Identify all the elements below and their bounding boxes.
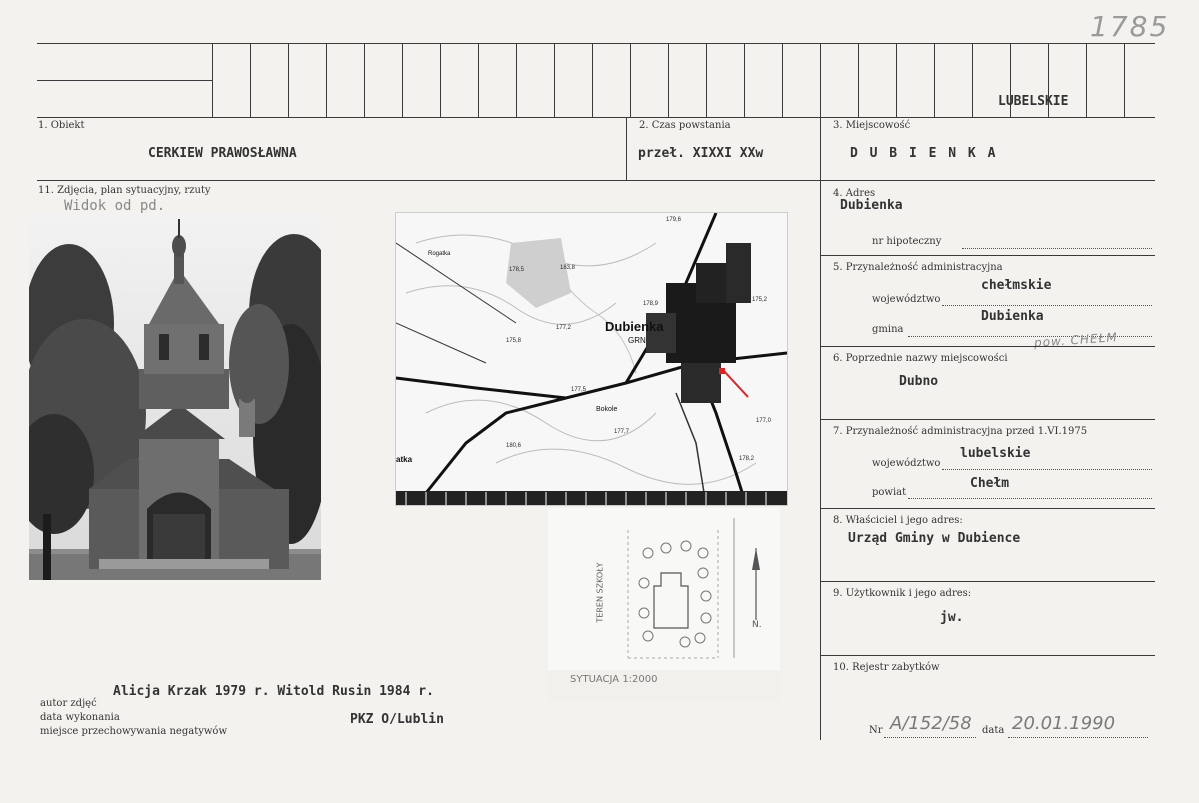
negatives-place-label: miejsce przechowywania negatywów (40, 726, 227, 737)
map-image (396, 213, 787, 505)
prior-powiat-label: powiat (872, 487, 907, 498)
register-date-label: data (982, 725, 1005, 736)
map-elev-12: 177,0 (756, 418, 772, 424)
archive-number: 1785 (1090, 10, 1170, 43)
map-elev-10: 178,9 (643, 301, 659, 307)
date-built-value: przeł. XIXXI XXw (638, 146, 764, 161)
register-nr-label: Nr (869, 725, 883, 736)
prior-admin-label: 7. Przynależność administracyjna przed 1.VI.1975 (833, 426, 1088, 437)
user-value: jw. (940, 610, 964, 625)
place-value: D U B I E N K A (850, 146, 998, 161)
map-elev-11: 179,6 (666, 217, 682, 223)
owner-value: Urząd Gminy w Dubience (848, 531, 1021, 546)
map-village-atka: atka (396, 455, 413, 464)
prior-woj-value: lubelskie (960, 446, 1031, 461)
register-label: 10. Rejestr zabytków (833, 662, 940, 673)
mortgage-label: nr hipoteczny (872, 236, 942, 247)
map-elev-9: 178,2 (739, 456, 755, 462)
author-value: Alicja Krzak 1979 r. Witold Rusin 1984 r. (113, 684, 434, 699)
sketch-caption: SYTUACJA 1:2000 (570, 674, 658, 685)
church-photo (29, 214, 321, 580)
negatives-place-value: PKZ O/Lublin (350, 712, 444, 727)
map-elev-4: 177,2 (556, 325, 572, 331)
site-sketch-image (548, 508, 780, 702)
owner-label: 8. Właściciel i jego adres: (833, 515, 963, 526)
sketch-north: N. (752, 620, 762, 630)
address-label: 4. Adres (833, 188, 876, 199)
admin-label: 5. Przynależność administracyjna (833, 262, 1003, 273)
map-elev-7: 180,6 (506, 443, 522, 449)
map-elev-5: 175,8 (506, 338, 522, 344)
map-elev-6: 177,5 (571, 387, 587, 393)
map-elev-2: 183,8 (560, 265, 576, 271)
register-nr-value: A/152/58 (890, 713, 972, 734)
object-label: 1. Obiekt (38, 120, 85, 131)
admin-woj-value: chełmskie (981, 278, 1052, 293)
place-label: 3. Miejscowość (833, 120, 911, 131)
photo-view-caption: Widok od pd. (64, 198, 166, 214)
object-value: CERKIEW PRAWOSŁAWNA (148, 146, 297, 161)
user-label: 9. Użytkownik i jego adres: (833, 588, 972, 599)
admin-gmina-value: Dubienka (981, 309, 1044, 324)
map-elev-8: 177,7 (614, 429, 630, 435)
former-names-label: 6. Poprzednie nazwy miejscowości (833, 353, 1008, 364)
region-label: LUBELSKIE (998, 94, 1069, 109)
map-elev-1: 178,5 (509, 267, 525, 273)
date-taken-label: data wykonania (40, 712, 120, 723)
admin-gmina-label: gmina (872, 324, 904, 335)
sketch-side-label: TEREN SZKOŁY (595, 562, 605, 623)
address-value: Dubienka (840, 198, 903, 213)
admin-woj-label: województwo (872, 294, 941, 305)
date-built-label: 2. Czas powstania (639, 120, 731, 131)
former-names-value: Dubno (899, 374, 939, 389)
map-elev-3: 175,2 (752, 297, 768, 303)
location-map (395, 212, 788, 506)
map-village-bokole: Bokole (596, 406, 618, 413)
site-sketch (548, 508, 780, 702)
map-town-label: Dubienka (605, 319, 664, 334)
map-village-rogatka: Rogatka (428, 251, 451, 257)
church-photo-image (29, 214, 321, 580)
admin-hand-note: pow. CHEŁM (1033, 330, 1119, 350)
photos-label: 11. Zdjęcia, plan sytuacyjny, rzuty (38, 185, 211, 196)
prior-powiat-value: Chełm (970, 476, 1010, 491)
map-town-sub: GRN (628, 336, 646, 345)
prior-woj-label: województwo (872, 458, 941, 469)
author-label: autor zdjęć (40, 698, 97, 709)
register-date-value: 20.01.1990 (1012, 713, 1116, 734)
